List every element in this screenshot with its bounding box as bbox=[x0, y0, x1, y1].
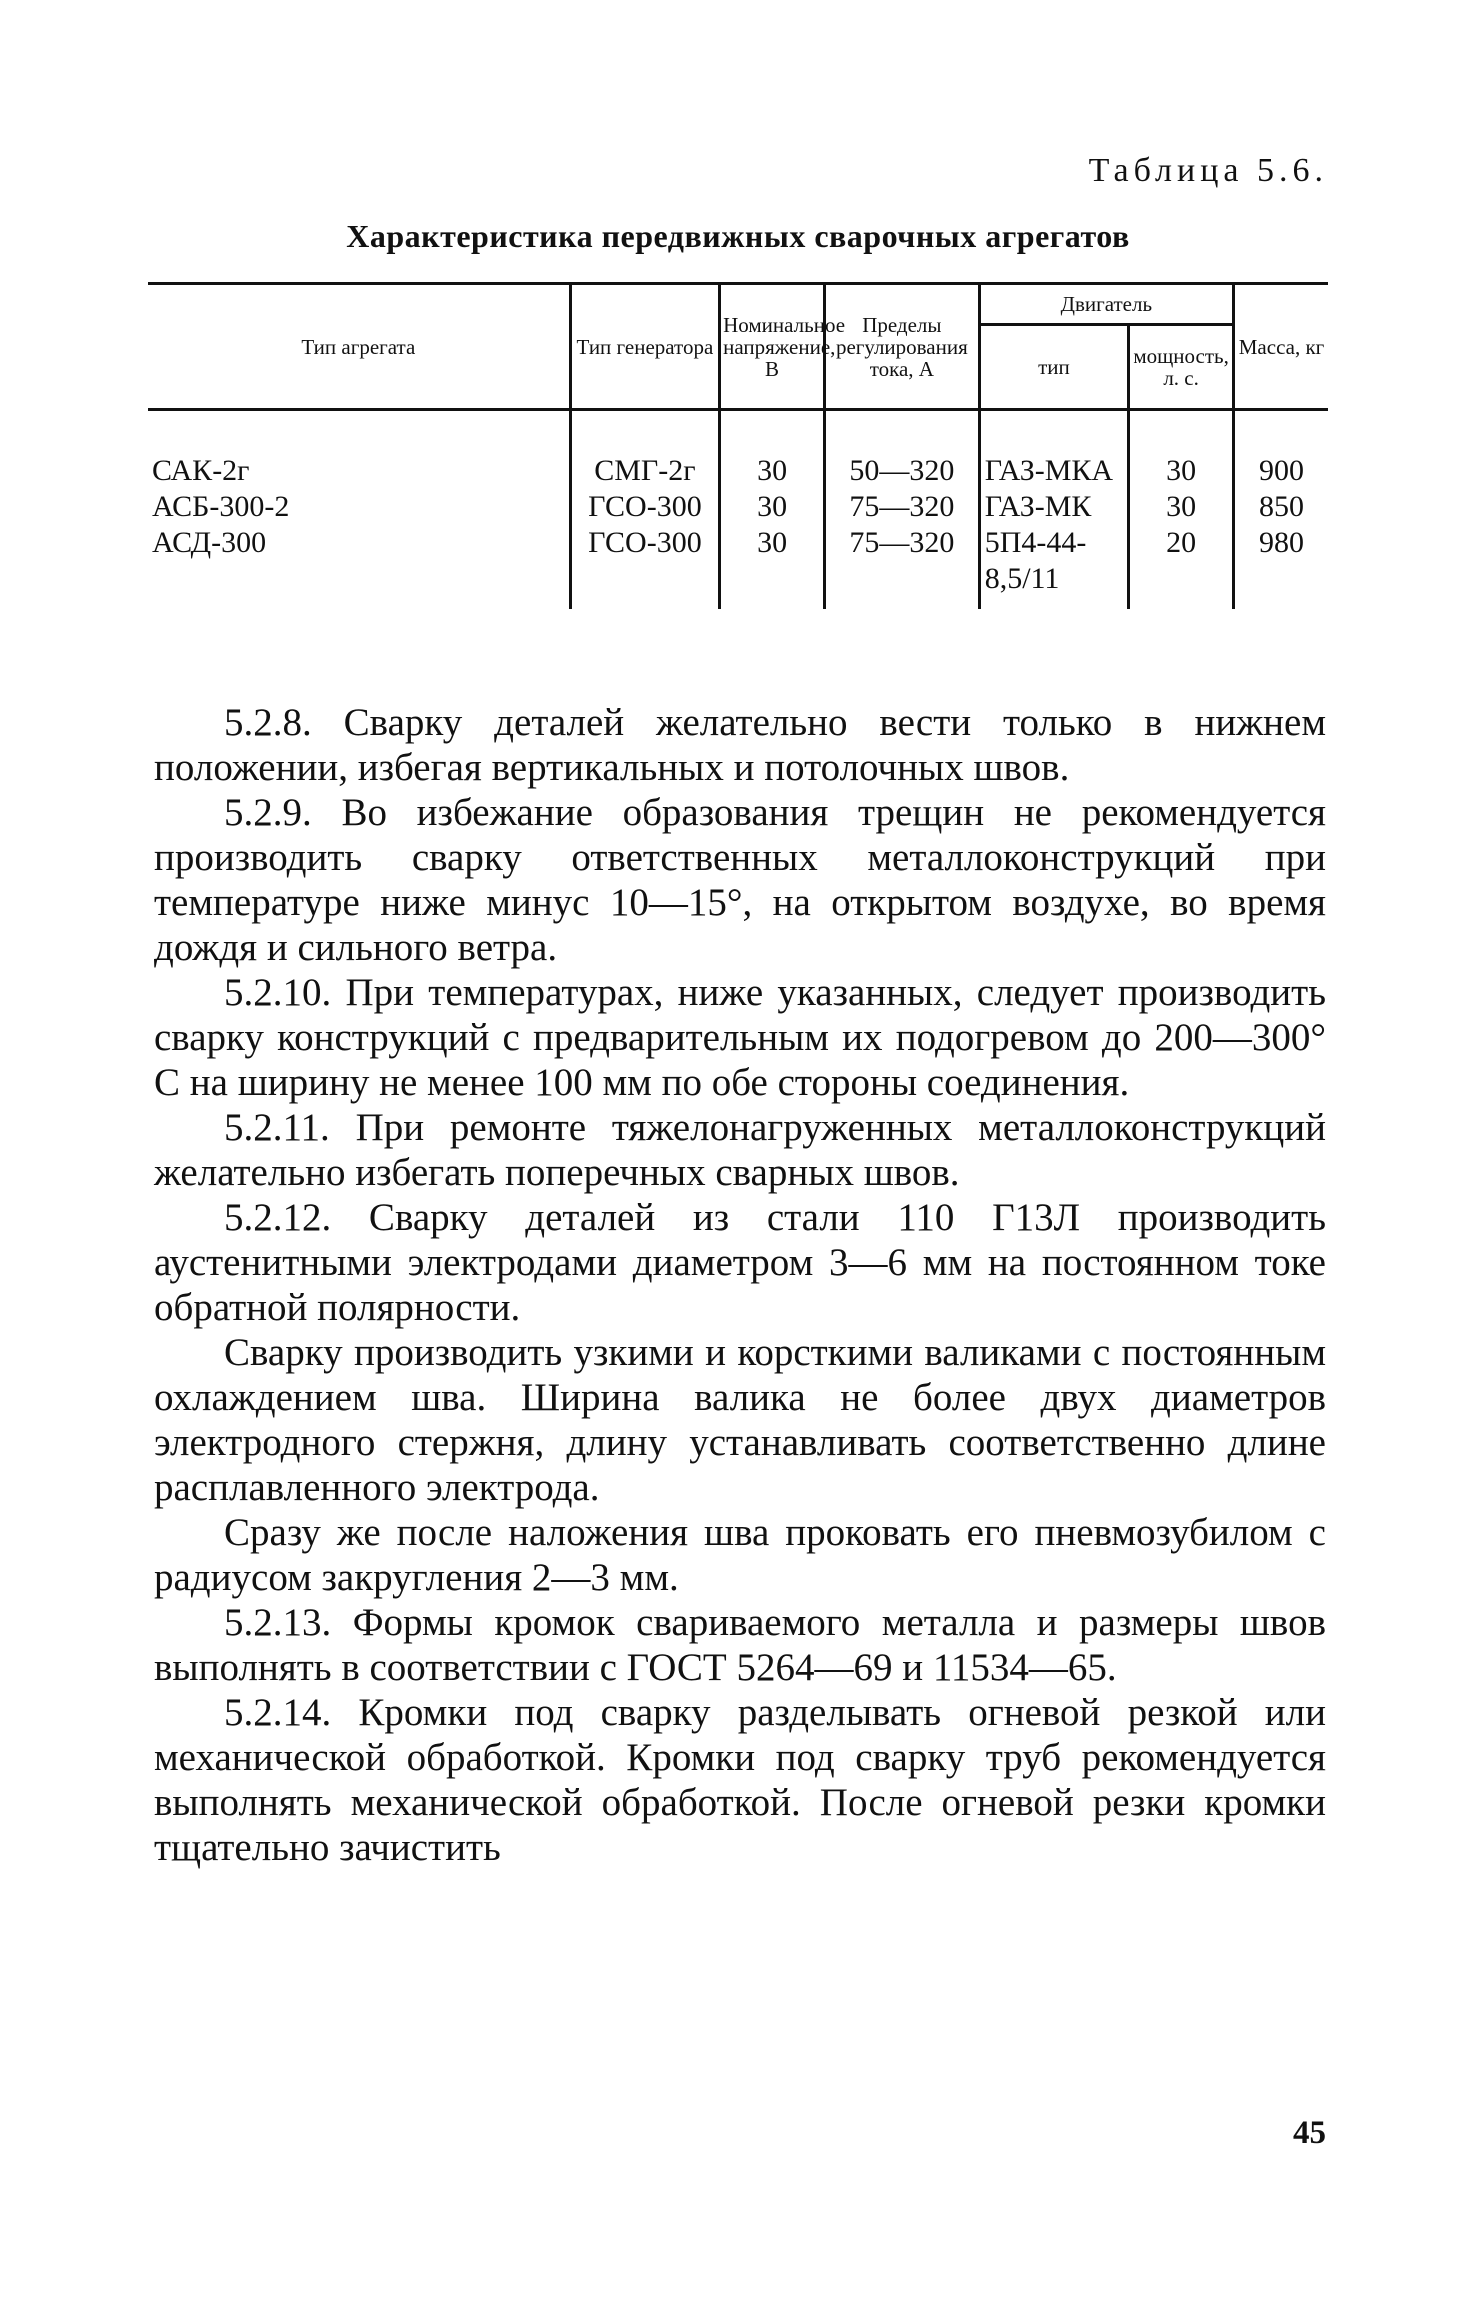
body-text bbox=[154, 700, 1326, 1870]
cell-current: 50—320 bbox=[825, 410, 980, 490]
paragraph-5-2-11: 5.2.11. При ремонте тяжелонагруженных металлоконструкций желательно избегать поперечных сварных швов. bbox=[154, 1106, 1326, 1194]
table-row bbox=[148, 525, 1328, 609]
header-generator-type: Тип генератора bbox=[570, 284, 719, 410]
table-row bbox=[148, 489, 1328, 525]
table-label: Таблица 5.6. bbox=[1088, 152, 1328, 189]
paragraph-peening: Сразу же после наложения шва проковать его пневмозубилом с радиусом закругления 2—3 мм. bbox=[154, 1511, 1326, 1599]
cell-unit: АСД-300 bbox=[152, 526, 267, 559]
cell-unit: САК-2г bbox=[152, 454, 250, 487]
cell-engine-type: ГАЗ-МКА bbox=[979, 410, 1128, 490]
paragraph-5-2-9: 5.2.9. Во избежание образования трещин не рекомендуется производить сварку ответственных металлоконструкций при температуре ниже минус 10—15°, на открытом воздухе, во время дождя и сильного ветра. bbox=[154, 791, 1326, 969]
cell-generator: ГСО-300 bbox=[570, 489, 719, 525]
paragraph-5-2-13: 5.2.13. Формы кромок свариваемого металла и размеры швов выполнять в соответствии с ГОСТ 5264—69 и 11534—65. bbox=[154, 1601, 1326, 1689]
cell-voltage: 30 bbox=[720, 489, 825, 525]
page-number: 45 bbox=[1293, 2115, 1326, 2151]
header-nominal-voltage: Номинальное напряжение, В bbox=[720, 284, 825, 410]
cell-unit: АСБ-300-2 bbox=[152, 490, 290, 523]
paragraph-5-2-8: 5.2.8. Сварку деталей желательно вести только в нижнем положении, избегая вертикальных и потолочных швов. bbox=[154, 701, 1326, 789]
cell-current: 75—320 bbox=[825, 489, 980, 525]
cell-generator: СМГ-2г bbox=[570, 410, 719, 490]
cell-generator: ГСО-300 bbox=[570, 525, 719, 609]
paragraph-5-2-12: 5.2.12. Сварку деталей из стали 110 Г13Л производить аустенитными электродами диаметром 3—6 мм на постоянном токе обратной полярности. bbox=[154, 1196, 1326, 1329]
table-title: Характеристика передвижных сварочных агрегатов bbox=[346, 218, 1130, 254]
cell-engine-type: 5П4-44-8,5/11 bbox=[979, 525, 1128, 609]
header-engine-power: мощность, л. с. bbox=[1129, 325, 1234, 410]
cell-voltage: 30 bbox=[720, 525, 825, 609]
welding-units-table bbox=[148, 282, 1328, 609]
header-current-range: Пределы регулирования тока, А bbox=[825, 284, 980, 410]
paragraph-5-2-14: 5.2.14. Кромки под сварку разделывать огневой резкой или механической обработкой. Кромки под сварку труб рекомендуется выполнять механической обработкой. После огневой резки кромки тщательно зачистить bbox=[154, 1691, 1326, 1869]
cell-power: 30 bbox=[1129, 410, 1234, 490]
paragraph-narrow-beads: Сварку производить узкими и корсткими валиками с постоянным охлаждением шва. Ширина валика не более двух диаметров электродного стержня, длину устанавливать соответственно длине расплавленного электрода. bbox=[154, 1331, 1326, 1509]
header-engine-type: тип bbox=[979, 325, 1128, 410]
header-engine: Двигатель bbox=[979, 284, 1233, 325]
cell-engine-type: ГАЗ-МК bbox=[979, 489, 1128, 525]
header-unit-type: Тип агрегата bbox=[148, 284, 570, 410]
cell-mass: 980 bbox=[1234, 525, 1328, 609]
cell-mass: 850 bbox=[1234, 489, 1328, 525]
cell-mass: 900 bbox=[1234, 410, 1328, 490]
cell-power: 20 bbox=[1129, 525, 1234, 609]
cell-voltage: 30 bbox=[720, 410, 825, 490]
table-row bbox=[148, 410, 1328, 490]
paragraph-5-2-10: 5.2.10. При температурах, ниже указанных, следует производить сварку конструкций с предварительным их подогревом до 200—300° С на ширину не менее 100 мм по обе стороны соединения. bbox=[154, 971, 1326, 1104]
cell-power: 30 bbox=[1129, 489, 1234, 525]
header-mass: Масса, кг bbox=[1234, 284, 1328, 410]
cell-current: 75—320 bbox=[825, 525, 980, 609]
